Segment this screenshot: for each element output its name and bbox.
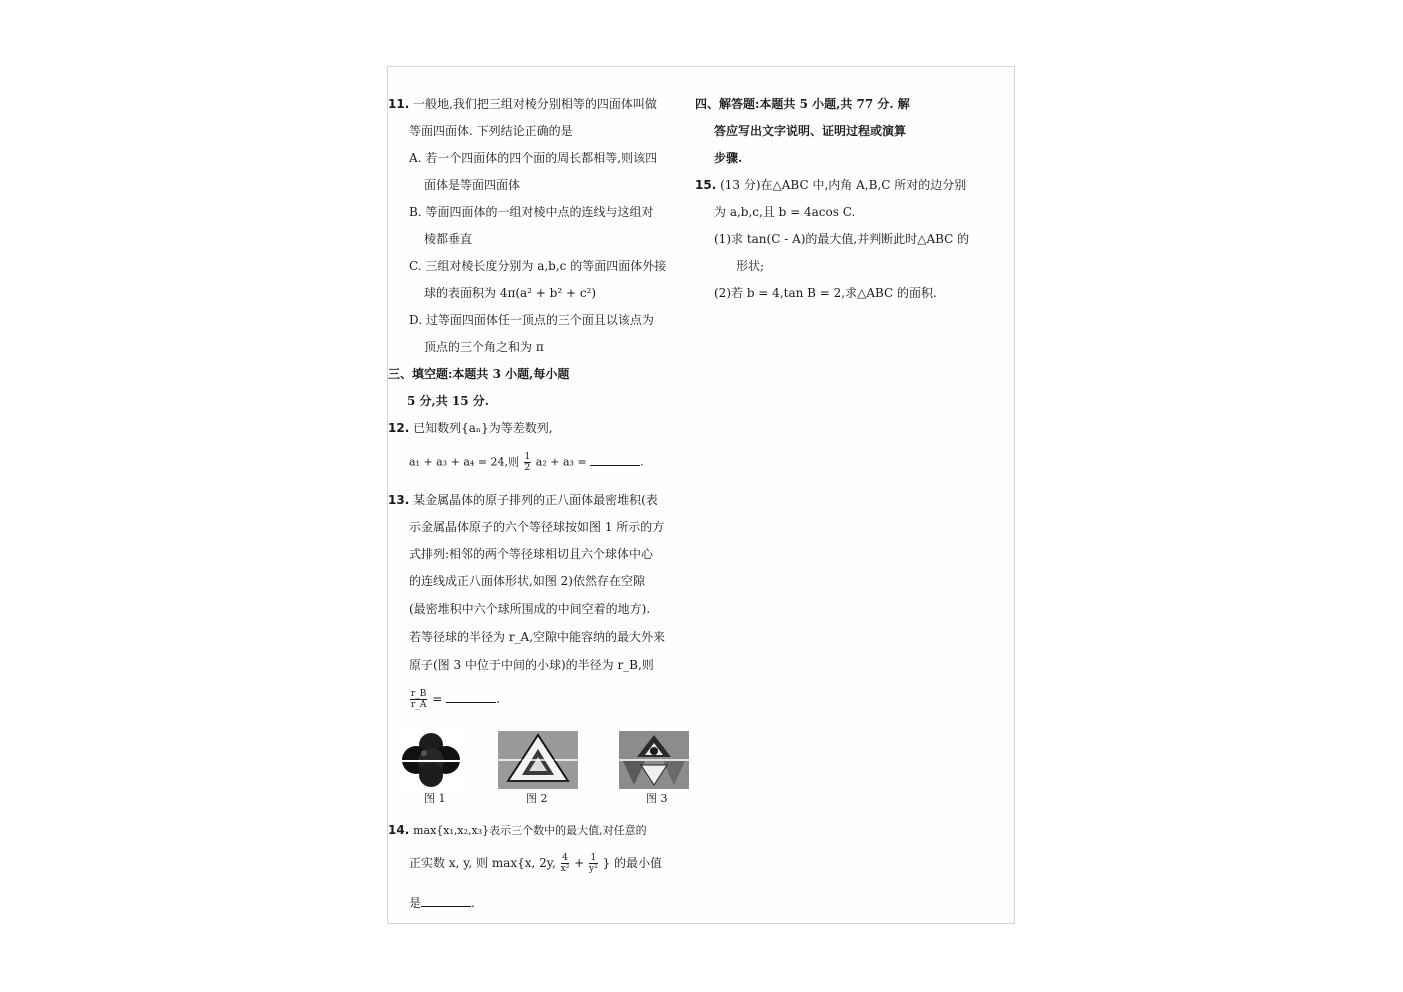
q14-fraction-2 bbox=[589, 853, 598, 874]
q13-text-7: 原子(图 3 中位于中间的小球)的半径为 r_B,则 bbox=[409, 658, 654, 672]
q12-line-1 bbox=[388, 420, 553, 436]
figure-3-interstitial-atom bbox=[619, 731, 689, 789]
q15-text-1: (13 分)在△ABC 中,内角 A,B,C 所对的边分别 bbox=[720, 178, 967, 192]
q12-answer-blank bbox=[590, 455, 640, 466]
q12-line-2 bbox=[409, 452, 644, 473]
section3-title-cont: 5 分,共 15 分. bbox=[407, 394, 489, 408]
q11-number: 11. bbox=[388, 97, 410, 111]
section4-title-end: 步骤. bbox=[714, 151, 743, 165]
q13-answer-line bbox=[409, 689, 500, 710]
q14-text-3: 是 bbox=[409, 896, 422, 910]
q14-line-1 bbox=[388, 822, 647, 839]
q12-frac-num: 1 bbox=[524, 452, 531, 462]
figure-2-octahedron bbox=[498, 731, 578, 789]
q14-answer-blank bbox=[421, 896, 471, 907]
q14-number: 14. bbox=[388, 823, 410, 837]
q12-fraction bbox=[524, 452, 532, 473]
q11-option-d-cont: 顶点的三个角之和为 π bbox=[424, 340, 544, 354]
q11-option-c-cont: 球的表面积为 4π(a² + b² + c²) bbox=[424, 286, 597, 300]
q11-text-2: 等面四面体. 下列结论正确的是 bbox=[409, 124, 573, 138]
q13-text-5: (最密堆积中六个球所围成的中间空着的地方). bbox=[409, 602, 651, 616]
q13-frac-num: r_B bbox=[411, 689, 427, 699]
q11-option-c: C. 三组对棱长度分别为 a,b,c 的等面四面体外接 bbox=[409, 259, 667, 273]
q13-text-1: 某金属晶体的原子排列的正八面体最密堆积(表 bbox=[413, 493, 658, 507]
q12-expr-a: a₁ + a₃ + a₄ = 24,则 bbox=[409, 455, 520, 469]
q11-option-b-cont: 棱都垂直 bbox=[424, 232, 473, 246]
figure-3-caption: 图 3 bbox=[646, 792, 668, 805]
q11-option-d: D. 过等面四面体任一顶点的三个面且以该点为 bbox=[409, 313, 654, 327]
section4-title-cont: 答应写出文字说明、证明过程或演算 bbox=[714, 124, 907, 138]
figure-1-stacked-spheres bbox=[398, 731, 464, 789]
q15-part-1-cont: 形状; bbox=[736, 259, 765, 273]
q14-end: . bbox=[471, 896, 475, 910]
q15-number: 15. bbox=[695, 178, 717, 192]
q12-text-1: 已知数列{aₙ}为等差数列, bbox=[413, 421, 553, 435]
q15-part-2: (2)若 b = 4,tan B = 2,求△ABC 的面积. bbox=[714, 286, 937, 300]
q13-frac-den: r_A bbox=[411, 700, 427, 710]
q14-line-2 bbox=[409, 853, 662, 874]
q13-text-2: 示金属晶体原子的六个等径球按如图 1 所示的方 bbox=[409, 520, 665, 534]
q13-line-1 bbox=[388, 492, 658, 508]
q14-plus: + bbox=[574, 856, 585, 870]
q13-eq: = bbox=[432, 692, 443, 706]
q11-option-a: A. 若一个四面体的四个面的周长都相等,则该四 bbox=[409, 151, 658, 165]
q11-option-b: B. 等面四面体的一组对棱中点的连线与这组对 bbox=[409, 205, 654, 219]
q12-number: 12. bbox=[388, 421, 410, 435]
q14-line-3 bbox=[409, 895, 475, 911]
q11-option-a-cont: 面体是等面四面体 bbox=[424, 178, 521, 192]
q13-number: 13. bbox=[388, 493, 410, 507]
q13-end: . bbox=[496, 692, 500, 706]
q14-expr-b: } 的最小值 bbox=[602, 856, 663, 870]
q11-line-1 bbox=[388, 96, 657, 112]
q12-end: . bbox=[640, 455, 644, 469]
q15-part-1: (1)求 tan(C - A)的最大值,并判断此时△ABC 的 bbox=[714, 232, 970, 246]
q14-expr-a: 正实数 x, y, 则 max{x, 2y, bbox=[409, 856, 556, 870]
q13-answer-blank bbox=[446, 692, 496, 703]
q14-text-1: max{x₁,x₂,x₃}表示三个数中的最大值,对任意的 bbox=[413, 824, 647, 837]
q14-frac1-num: 4 bbox=[562, 853, 568, 863]
q13-text-6: 若等径球的半径为 r_A,空隙中能容纳的最大外来 bbox=[409, 630, 666, 644]
q13-text-3: 式排列:相邻的两个等径球相切且六个球体中心 bbox=[409, 547, 654, 561]
q12-frac-den: 2 bbox=[524, 463, 531, 473]
q13-fraction bbox=[410, 689, 427, 710]
q14-fraction-1 bbox=[561, 853, 570, 874]
q12-expr-b: a₂ + a₃ = bbox=[535, 455, 587, 469]
q14-frac2-den: y² bbox=[589, 864, 598, 874]
section3-title: 三、填空题:本题共 3 小题,每小题 bbox=[388, 367, 570, 381]
figure-2-caption: 图 2 bbox=[526, 792, 548, 805]
q14-frac2-num: 1 bbox=[590, 853, 597, 863]
q13-text-4: 的连线成正八面体形状,如图 2)依然存在空隙 bbox=[409, 574, 645, 588]
q14-frac1-den: x² bbox=[560, 864, 570, 874]
exam-page bbox=[387, 66, 1015, 924]
section4-title: 四、解答题:本题共 5 小题,共 77 分. 解 bbox=[695, 97, 910, 111]
q15-text-2: 为 a,b,c,且 b = 4acos C. bbox=[714, 205, 856, 219]
figure-1-caption: 图 1 bbox=[424, 792, 446, 805]
q11-text-1: 一般地,我们把三组对棱分别相等的四面体叫做 bbox=[413, 97, 657, 111]
q15-line-1 bbox=[695, 177, 966, 193]
